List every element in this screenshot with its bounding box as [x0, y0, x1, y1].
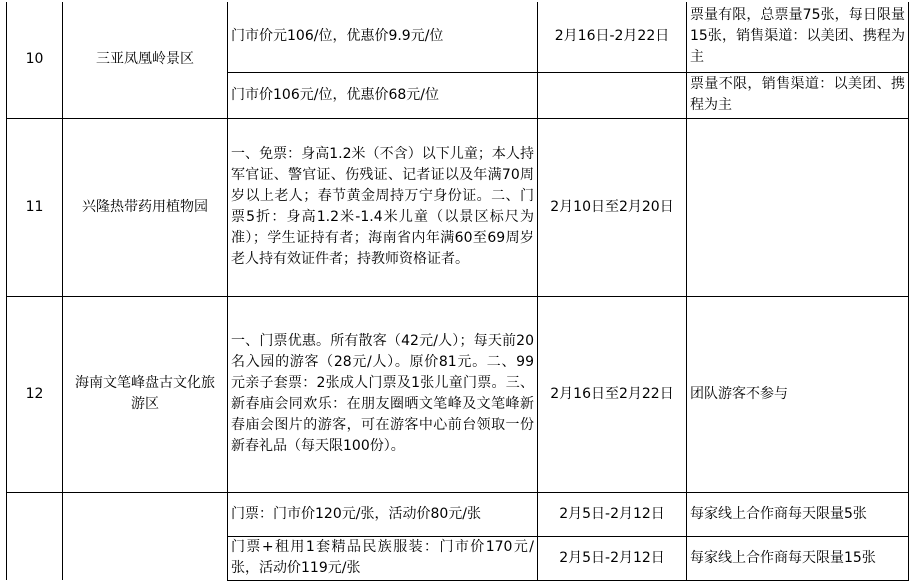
date-cell: 2月5日-2月12日	[538, 536, 687, 580]
scenic-spot-name	[63, 492, 228, 580]
note-cell: 票量不限，销售渠道：以美团、携程为主	[687, 72, 909, 118]
row-number	[7, 492, 63, 580]
table-row	[7, 2, 909, 72]
offer-cell: 门票+租用1套精品民族服装：门市价170元/张，活动价119元/张	[228, 536, 538, 580]
row-number: 11	[7, 118, 63, 296]
note-cell: 每家线上合作商每天限量5张	[687, 492, 909, 536]
date-cell: 2月16日-2月22日	[538, 2, 687, 72]
note-cell	[687, 118, 909, 296]
offer-cell: 一、免票：身高1.2米（不含）以下儿童；本人持军官证、警官证、伤残证、记者证以及年满70周岁以上老人；春节黄金周持万宁身份证。二、门票5折：身高1.2米-1.4米儿童（以景区标尺为准）；学生证持有者；海南省内年满60至69周岁老人持有效证件者；持教师资格证者。	[228, 118, 538, 296]
table-row	[7, 118, 909, 296]
note-cell: 票量有限，总票量75张，每日限量15张，销售渠道：以美团、携程为主	[687, 2, 909, 72]
table-row	[7, 296, 909, 492]
date-cell: 2月5日-2月12日	[538, 492, 687, 536]
offer-cell: 门市价106元/位，优惠价68元/位	[228, 72, 538, 118]
offer-cell: 一、门票优惠。所有散客（42元/人）；每天前20名入园的游客（28元/人）。原价81元。二、99元亲子套票：2张成人门票及1张儿童门票。三、新春庙会同欢乐：在朋友圈晒文笔峰及文笔峰新春庙会图片的游客，可在游客中心前台领取一份新春礼品（每天限100份）。	[228, 296, 538, 492]
scenic-spot-name: 三亚凤凰岭景区	[63, 2, 228, 118]
scenic-spot-name: 海南文笔峰盘古文化旅游区	[63, 296, 228, 492]
date-cell: 2月16日至2月22日	[538, 296, 687, 492]
note-cell: 每家线上合作商每天限量15张	[687, 536, 909, 580]
ticket-offers-table	[6, 2, 909, 581]
date-cell	[538, 72, 687, 118]
table-row	[7, 492, 909, 536]
row-number: 10	[7, 2, 63, 118]
scenic-spot-name: 兴隆热带药用植物园	[63, 118, 228, 296]
row-number: 12	[7, 296, 63, 492]
date-cell: 2月10日至2月20日	[538, 118, 687, 296]
note-cell: 团队游客不参与	[687, 296, 909, 492]
offer-cell: 门市价元106/位，优惠价9.9元/位	[228, 2, 538, 72]
offer-cell: 门票：门市价120元/张，活动价80元/张	[228, 492, 538, 536]
